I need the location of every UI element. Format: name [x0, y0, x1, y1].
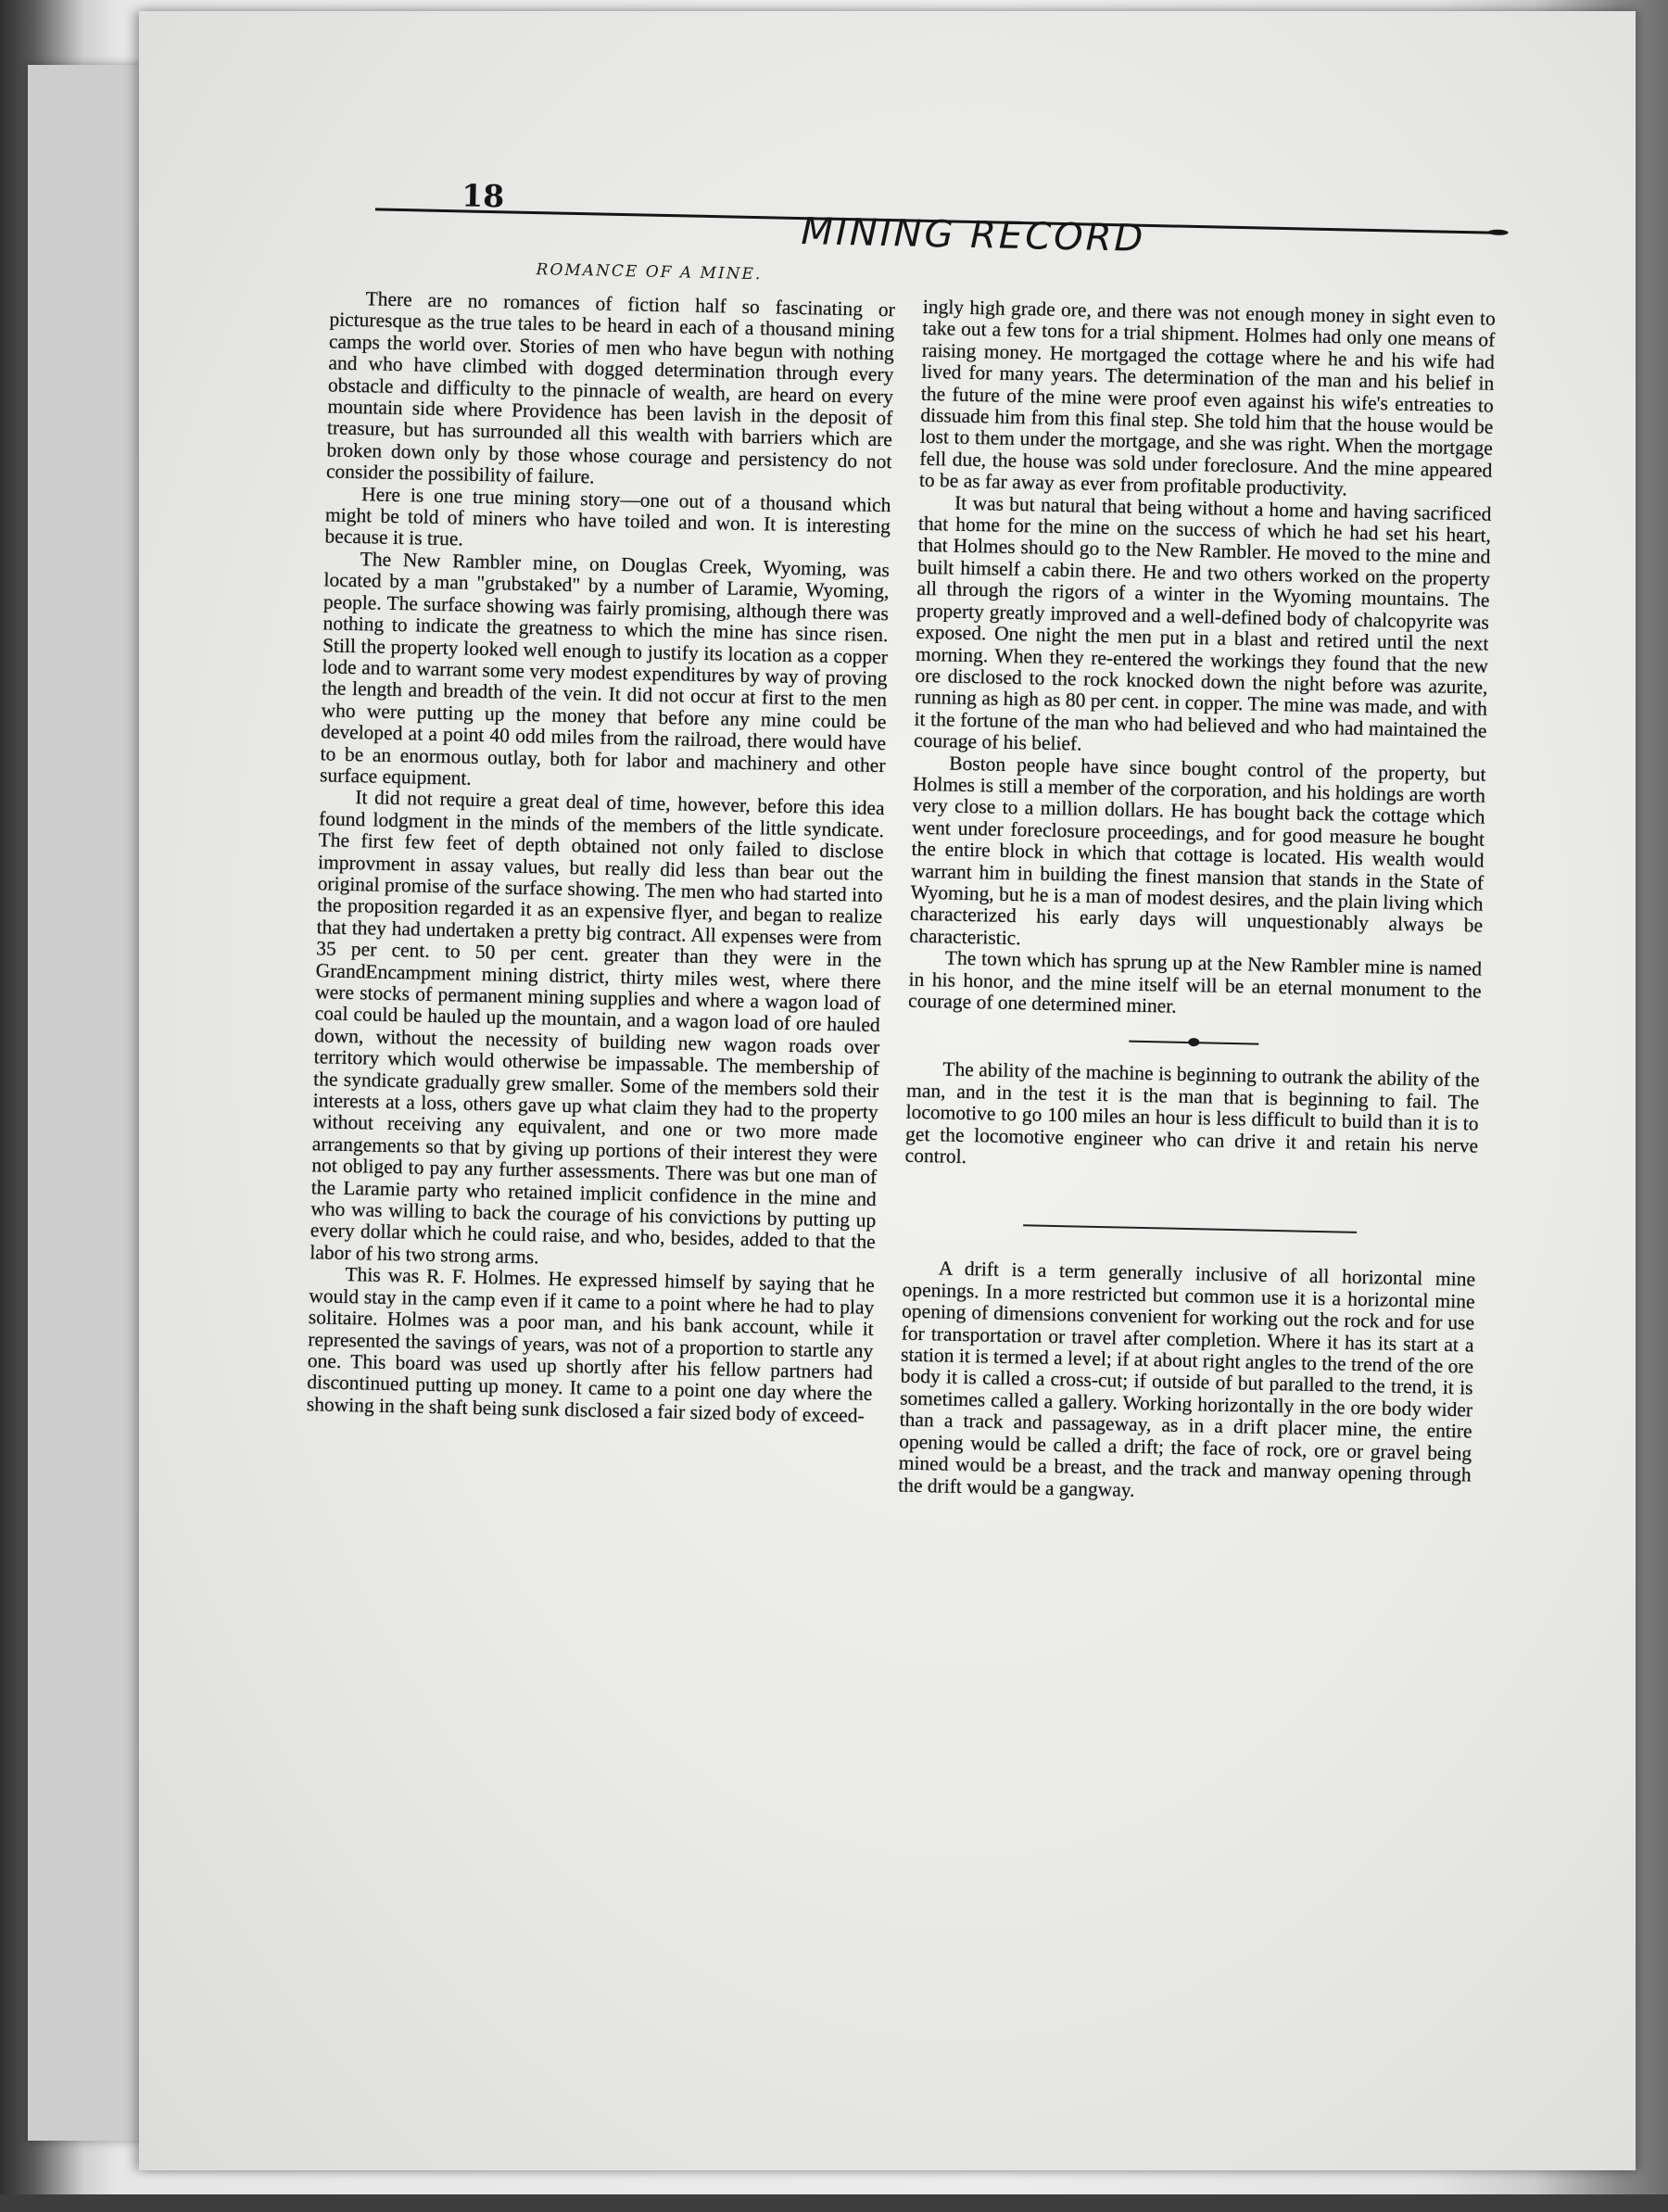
article-paragraph: ingly high grade ore, and there was not enough money in sight even to take out a few tons for a trial shipment. Holmes had only one means of raising money. He mortgaged the cottage where he and his wife had lived for many years. The determination of the man and his belief in the future of the mine were proof even against his wife's entreaties to dissuade him from this final step. She told him that the house would be lost to them under the mortgage, and she was right. When the mortgage fell due, the house was sold under foreclosure. And the mine appeared to be as far away as ever from profitable productivity. — [918, 295, 1497, 500]
article-paragraph: The New Rambler mine, on Douglas Creek, Wyoming, was located by a man "grubstaked" by a number of Laramie, Wyoming, people. The surface showing was fairly promising, although there was nothing to indicate the greatness to which the mine has since risen. Still the property looked well enough to justify its location as a copper lode and to warrant some very modest expenditures by way of proving the length and breadth of the vein. It did not occur at first to the men who were putting up the money that before any mine could be developed at a point 40 odd miles from the railroad, there would have to be an enormous outlay, both for labor and machinery and other surface equipment. — [319, 548, 891, 790]
article-paragraph: The town which has sprung up at the New Rambler mine is named in his honor, and the mine itself will be an eternal monument to the courage of one determined miner. — [907, 946, 1483, 1018]
article-paragraph: There are no romances of fiction half so fascinating or picturesque as the true tales to be heard in each of a thousand mining camps the world over. Stories of men who have begun with nothing and who have climbed with dogged determination through every obstacle and difficulty to the pinnacle of wealth, are heard on every mountain side where Providence has been lavish in the deposit of treasure, but has surrounded all this wealth with barriers which are broken down only by those whose courage and persistency do not consider the possibility of failure. — [325, 287, 896, 488]
journal-title: MINING RECORD — [801, 210, 1146, 260]
page-number: 18 — [461, 177, 505, 215]
article-title: ROMANCE OF A MINE. — [536, 260, 763, 284]
article-paragraph: Boston people have since bought control of the property, but Holmes is still a member of the corporation, and his holdings are worth very close to a million dollars. He has bought back the cottage which went under foreclosure proceedings, and for good measure he bought the entire block in which that cottage is located. His wealth would warrant him in building the finest mansion that stands in the State of Wyoming, but he is a man of modest desires, and the plain living which characterized his early days will unquestionably always be characteristic. — [909, 752, 1486, 949]
article-paragraph: It did not require a great deal of time, however, before this idea found lodgment in the minds of the members of the little syndicate. The first few feet of depth obtained not only failed to disclose improvment in assay values, but really did less than bear out the original promise of the surface showing. The men who had started into the proposition regarded it as an expensive flyer, and began to realize that they had undertaken a pretty big contract. All expenses were from 35 per cent. to 50 per cent. greater than they were in the GrandEncampment mining district, thirty miles west, where there were stocks of permanent mining supplies and where a wagon load of coal could be hauled up the mountain, and a wagon load of ore hauled down, without the necessity of building new wagon roads over territory which would otherwise be impassable. The membership of the syndicate gradually grew smaller. Some of the members sold their interests at a loss, others gave up what claim they had to the property without receiving any equivalent, and one or two more made arrangements so that by giving up portions of their interest they were not obliged to pay any further assessments. There was but one man of the Laramie party who retained implicit confidence in the mine and who was willing to back the courage of his convictions by putting up every dollar which he could raise, and who, besides, added to that the labor of his two strong arms. — [310, 786, 885, 1269]
article-paragraph: It was but natural that being without a home and having sacrificed that home for the mine on the success of which he had set his heart, that Holmes should go to the New Rambler. He moved to the mine and built himself a cabin there. He and two others worked on the property all through the rigors of a winter in the Wyoming mountains. The property greatly improved and a well-defined body of chalcopyrite was exposed. One night the men put in a blast and retired until the next morning. When they re-entered the workings they found that the new ore disclosed to the rock knocked down the night before was azurite, running as high as 80 per cent. in copper. The mine was made, and with it the fortune of the man who had believed and who had maintained the courage of his belief. — [913, 491, 1492, 755]
section-divider-ornament — [1129, 1037, 1258, 1049]
right-column — [898, 297, 1496, 1509]
article-paragraph: Here is one true mining story—one out of a thousand which might be told of miners who have toiled and won. It is interesting because it is true. — [324, 482, 891, 550]
left-column — [307, 287, 895, 1427]
machine-item: The ability of the machine is beginning to outrank the ability of the man, and in the test it is the man that is beginning to fail. The locomotive to go 100 miles an hour is less difficult to build than it is to get the locomotive engineer who can drive it and retain his nerve control. — [904, 1057, 1480, 1169]
article-paragraph: This was R. F. Holmes. He expressed himself by saying that he would stay in the camp even if it came to a point where he had to play solitaire. Holmes was a poor man, and his bank account, while it represented the savings of years, was not of a proportion to startle any one. This board was used up shortly after his fellow partners had discontinued putting up money. It came to a point one day where the showing in the shaft being sunk disclosed a fair sized body of exceed- — [306, 1263, 876, 1427]
drift-item: A drift is a term generally inclusive of all horizontal mine openings. In a more restricted but common use it is a horizontal mine opening of dimensions convenient for working out the rock and for use for transportation or travel after completion. Where it has its start at a station it is termed a level; if at about right angles to the trend of the ore body it is called a cross-cut; if outside of but paralled to the trend, it is sometimes called a gallery. Working horizontally in the ore body wider than a track and passageway, as in a drift placer mine, the entire opening would be called a drift; the face of rock, ore or gravel being mined would be a breast, and the track and manway opening through the drift would be a gangway. — [898, 1257, 1476, 1501]
section-divider-rule — [1023, 1225, 1357, 1234]
